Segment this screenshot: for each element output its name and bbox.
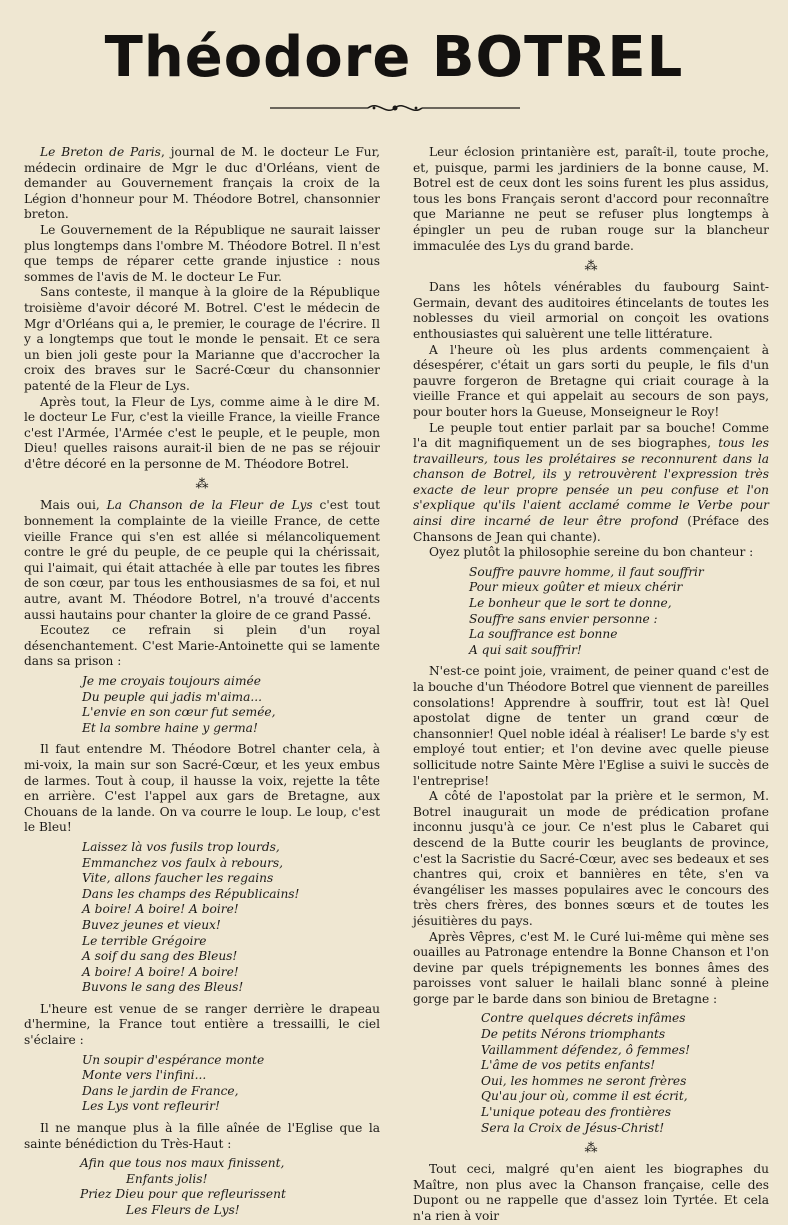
section-asterism: ⁂ [195, 477, 209, 493]
verse-line: Vaillamment défendez, ô femmes! [481, 1042, 691, 1057]
verse-line: Dans le jardin de France, [82, 1083, 239, 1098]
paragraph: Dans les hôtels vénérables du faubourg Saint-Germain, devant des auditoires étincelants de toutes les noblesses du vieil armorial on conçoit les ovations enthousiastes qui saluèrent une telle littérature. [413, 280, 769, 341]
paragraph: Le Breton de Paris, journal de M. le docteur Le Fur, médecin ordinaire de Mgr le duc d'Orléans, vient de demander au Gouvernement français la croix de la Légion d'honneur pour M. Théodore Botrel, chansonnier breton. [24, 145, 381, 222]
verse-line: Dans les champs des Républicains! [82, 886, 300, 901]
paragraph: Oyez plutôt la philosophie sereine du bon chanteur : [429, 545, 754, 560]
verse-line: De petits Nérons triomphants [481, 1027, 666, 1042]
paragraph: Ecoutez ce refrain si plein d'un royal désenchantement. C'est Marie-Antoinette qui se lamente dans sa prison : [24, 623, 380, 669]
verse-line: A boire! A boire! A boire! [82, 964, 239, 979]
verse-line: Oui, les hommes ne seront frères [481, 1073, 687, 1088]
verse-line: Le bonheur que le sort te donne, [469, 596, 672, 611]
verse-line: Les Fleurs de Lys! [126, 1203, 240, 1217]
verse-block [82, 840, 380, 996]
verse-line: Contre quelques décrets infâmes [481, 1011, 686, 1026]
newspaper-name: Le Breton de Paris [40, 145, 161, 159]
verse-line: Qu'au jour où, comme il est écrit, [481, 1089, 688, 1104]
paragraph: L'heure est venue de se ranger derrière le drapeau d'hermine, la France tout entière a tressailli, le ciel s'éclaire : [24, 1001, 380, 1048]
paragraph: N'est-ce point joie, vraiment, de peiner quand c'est de la bouche d'un Théodore Botrel que viennent de pareilles consolations! Apprendre à souffrir, tout est là! Quel apostolat digne de tenter un grand cœur de chansonnier! Quel noble idéal à réaliser! Le barde s'y est employé tout entier; et l'on devine avec quelle pieuse sollicitude notre Sainte Mère l'Eglise a suivi le succès de l'entreprise! [413, 664, 769, 788]
verse-line: L'envie en son cœur fut semée, [82, 705, 276, 720]
verse-line: Priez Dieu pour que refleurissent [80, 1187, 286, 1202]
paragraph: Après tout, la Fleur de Lys, comme aime à le dire M. le docteur Le Fur, c'est la vieille France, la vieille France c'est l'Armée, l'Armée c'est le peuple, et le peuple, mon Dieu! quelles raisons aurait-il bien de ne pas se réjouir d'être décoré en la personne de M. Théodore Botrel. [24, 394, 380, 471]
paragraph: A l'heure où les plus ardents commençaient à désespérer, c'était un gars sorti du peuple, le fils d'un pauvre forgeron de Bretagne qui criait courage à la vieille France et qui appelait au secours de son pays, pour bouter hors la Gueuse, Monseigneur le Roy! [413, 342, 769, 419]
paragraph: Après Vêpres, c'est M. le Curé lui-même qui mène ses ouailles au Patronage entendre la Bonne Chanson et l'on devine par quels trépignements les bonnes âmes des paroisses vont saluer le hailali blanc sonné à pleine gorge par le barde dans son biniou de Bretagne : [413, 929, 769, 1006]
verse-block [80, 1156, 380, 1218]
verse-line: A boire! A boire! A boire! [82, 902, 239, 917]
paragraph: Sans conteste, il manque à la gloire de la République troisième d'avoir décoré M. Botrel. C'est le médecin de Mgr d'Orléans qui a, le premier, le courage de l'écrire. Il y a longtemps que tout le monde le pensait. Et ce sera un bien joli geste pour la Marianne que d'accrocher la croix des braves sur le Sacré-Cœur du chansonnier patenté de la Fleur de Lys. [24, 285, 380, 393]
right-column [413, 145, 769, 1225]
verse-line: Du peuple qui jadis m'aima... [82, 689, 262, 704]
paragraph: Leur éclosion printanière est, paraît-il, toute proche, et, puisque, parmi les jardiniers de la bonne cause, M. Botrel est de ceux dont les soins furent les plus assidus, tous les bons Français seront d'accord pour reconnaître que Marianne ne peut se refuser plus longtemps à épingler un peu de ruban rouge sur la blancheur immaculée des Lys du grand barde. [413, 145, 769, 253]
verse-line: Monte vers l'infini... [82, 1068, 207, 1083]
verse-line: L'unique poteau des frontières [481, 1105, 671, 1120]
verse-line: Un soupir d'espérance monte [82, 1052, 265, 1067]
verse-line: Et la sombre haine y germa! [82, 720, 258, 735]
paragraph: Mais oui, La Chanson de la Fleur de Lys c'est tout bonnement la complainte de la vieille France, de cette vieille France qui s'en est allée si mélancoliquement contre le gré du peuple, de ce peuple qui la chérissait, qui l'aimait, qui était attachée à elle par toutes les fibres de son cœur, par tous les enthousiasmes de sa foi, et nul autre, avant M. Théodore Botrel, n'a trouvé d'accents aussi hautains pour chanter la gloire de ce grand Passé. [24, 498, 380, 622]
verse-line: La souffrance est bonne [469, 627, 618, 642]
verse-line: A soif du sang des Bleus! [82, 949, 238, 964]
verse-block [82, 1053, 380, 1115]
verse-line: Vite, allons faucher les regains [82, 871, 274, 886]
verse-line: Pour mieux goûter et mieux chérir [469, 580, 683, 595]
verse-line: L'âme de vos petits enfants! [481, 1058, 656, 1073]
paragraph: Le Gouvernement de la République ne saurait laisser plus longtemps dans l'ombre M. Théodore Botrel. Il n'est que temps de réparer cette grande injustice : nous sommes de l'avis de M. le docteur Le Fur. [24, 222, 380, 284]
paragraph: Le peuple tout entier parlait par sa bouche! Comme l'a dit magnifiquement un de ses biographes, tous les travailleurs, tous les prolétaires se reconnurent dans la chanson de Botrel, ils y retrouvèrent l'expression très exacte de leur propre pensée un peu confuse et l'on s'explique qu'ils l'aient acclamé comme le Verbe pour ainsi dire incarné de leur être profond (Préface des Chansons de Jean qui chante). [413, 420, 770, 544]
page-title: Théodore BOTREL [104, 25, 684, 90]
left-column [24, 145, 380, 1225]
paragraph: A côté de l'apostolat par la prière et le sermon, M. Botrel inaugurait un mode de prédication profane inconnu jusqu'à ce jour. Ce n'est plus le Cabaret qui descend de la Butte courir les beuglants de province, c'est la Sacristie du Sacré-Cœur, avec ses bedeaux et ses chantres qui, croix et bannières en tête, s'en va évangéliser les masses populaires avec le concours des très chers frères, des bonnes sœurs et de toutes les jésuitières du pays. [413, 789, 769, 928]
section-asterism: ⁂ [584, 1141, 598, 1157]
biographer-quote: tous les travailleurs, tous les prolétaires se reconnurent dans la chanson de Botrel, ils y retrouvèrent l'expression très exacte de leur propre pensée un peu confuse et l'on s'explique qu'ils l'aient acclamé comme le Verbe pour ainsi dire incarné de leur être profond [413, 436, 770, 529]
verse-block [82, 674, 380, 736]
verse-line: Souffre sans envier personne : [469, 611, 658, 626]
section-asterism: ⁂ [584, 259, 598, 275]
paragraph: Il faut entendre M. Théodore Botrel chanter cela, à mi-voix, la main sur son Sacré-Cœur, et les yeux embus de larmes. Tout à coup, il hausse la voix, rejette la tête en arrière. C'est l'appel aux gars de Bretagne, aux Chouans de la lande. On va courre le loup. Le loup, c'est le Bleu! [24, 742, 380, 835]
verse-block [469, 565, 769, 659]
paragraph: Tout ceci, malgré qu'en aient les biographes du Maître, non plus avec la Chanson française, celle des Dupont ou ne rappelle que d'assez loin Tyrtée. Et cela n'a rien à voir [413, 1162, 769, 1223]
verse-line: Laissez là vos fusils trop lourds, [82, 839, 280, 854]
verse-line: Le terrible Grégoire [82, 933, 207, 948]
paragraph: Il ne manque plus à la fille aînée de l'Eglise que la sainte bénédiction du Très-Haut : [24, 1121, 380, 1151]
verse-line: Afin que tous nos maux finissent, [80, 1156, 285, 1171]
verse-line: A qui sait souffrir! [469, 642, 582, 657]
verse-block [481, 1011, 769, 1136]
verse-line: Je me croyais toujours aimée [82, 674, 261, 688]
verse-line: Souffre pauvre homme, il faut souffrir [469, 564, 704, 579]
verse-line: Buvons le sang des Bleus! [82, 980, 244, 995]
verse-line: Emmanchez vos faulx à rebours, [82, 855, 284, 870]
verse-line: Sera la Croix de Jésus-Christ! [481, 1120, 665, 1135]
song-title: La Chanson de la Fleur de Lys [106, 498, 313, 513]
decorative-divider [270, 100, 520, 116]
verse-line: Enfants jolis! [126, 1171, 208, 1186]
verse-line: Les Lys vont refleurir! [82, 1099, 220, 1114]
verse-line: Buvez jeunes et vieux! [82, 917, 221, 932]
